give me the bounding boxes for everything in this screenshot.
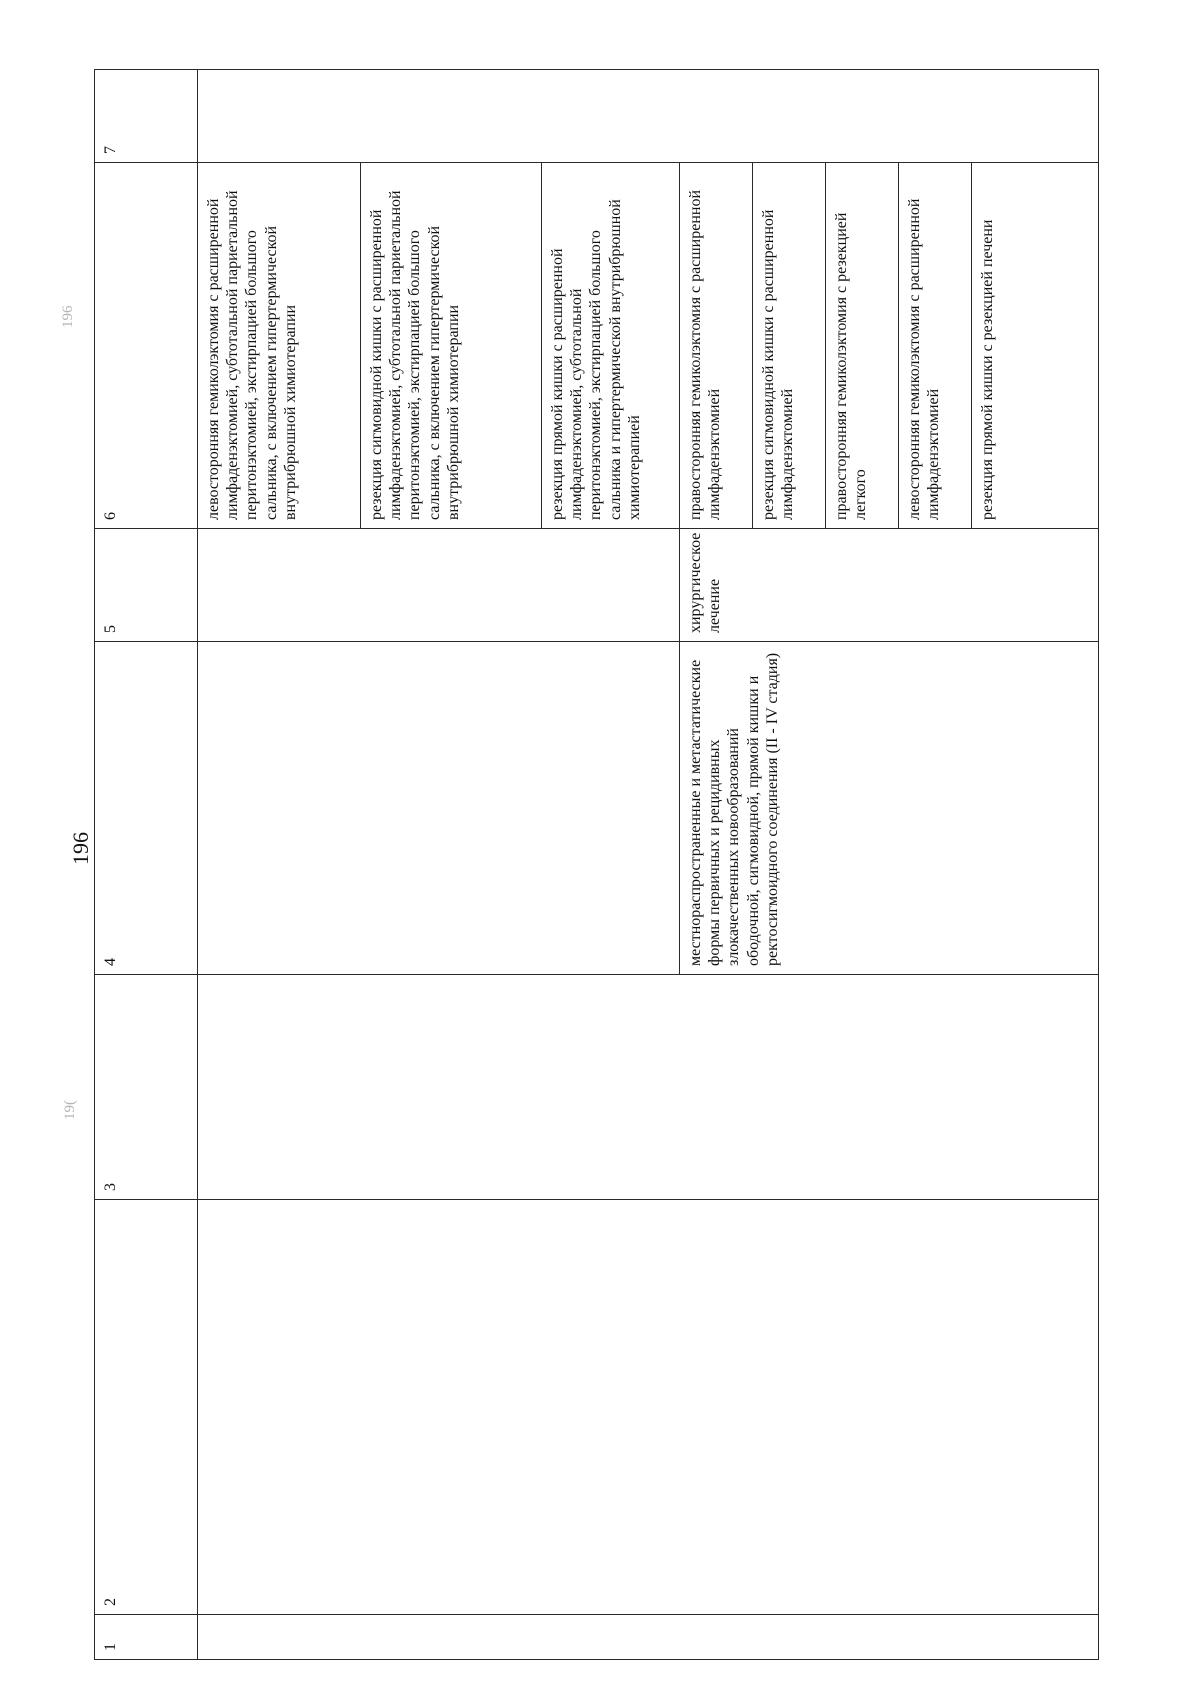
scan-mark: 196 <box>60 305 76 328</box>
procedure-cell: левосторонняя гемиколэктомия с расширенной лимфаденэктомией <box>899 163 972 529</box>
column-header-5: 5 <box>95 529 198 642</box>
column-header-7: 7 <box>95 70 198 163</box>
procedure-cell: левосторонняя гемиколэктомия с расширенной лимфаденэктомией, субтотальной париетальной перитонэктомией, экстирпацией большого сальника, с включением гипертермической внутрибрюшной химиотерапии <box>198 163 361 529</box>
column-header-4: 4 <box>95 642 198 975</box>
treatment-type-cell <box>198 529 680 642</box>
column-header-2: 2 <box>95 1200 198 1615</box>
procedures-table <box>94 69 1099 1660</box>
page-number: 196 <box>68 832 93 865</box>
column-header-6: 6 <box>95 163 198 529</box>
scan-mark: 19( <box>62 1100 78 1120</box>
diagnosis-cell: местнораспространенные и метастатические формы первичных и рецидивных злокачественных новообразований ободочной, сигмовидной, прямой кишки и ректосигмоидного соединения (II - IV стадия) <box>680 642 1099 975</box>
procedure-cell: резекция сигмовидной кишки с расширенной лимфаденэктомией, субтотальной париетальной перитонэктомией, экстирпацией большого сальника, с включением гипертермической внутрибрюшной химиотерапии <box>361 163 542 529</box>
col7-cell <box>198 70 1099 163</box>
table-row <box>198 70 361 1660</box>
treatment-type-cell: хирургическое лечение <box>680 529 1099 642</box>
procedure-cell: правосторонняя гемиколэктомия с расширенной лимфаденэктомией <box>680 163 753 529</box>
header-row <box>95 70 198 1660</box>
procedure-cell: правосторонняя гемиколэктомия с резекцией легкого <box>826 163 899 529</box>
column-header-3: 3 <box>95 975 198 1200</box>
col1-cell <box>198 1615 1099 1660</box>
col3-cell <box>198 975 1099 1200</box>
col2-cell <box>198 1200 1099 1615</box>
procedure-cell: резекция сигмовидной кишки с расширенной лимфаденэктомией <box>753 163 826 529</box>
diagnosis-cell <box>198 642 680 975</box>
procedure-cell: резекция прямой кишки с резекцией печени <box>972 163 1099 529</box>
column-header-1: 1 <box>95 1615 198 1660</box>
procedure-cell: резекция прямой кишки с расширенной лимфаденэктомией, субтотальной перитонэктомией, экстирпацией большого сальника и гипертермической внутрибрюшной химиотерапией <box>542 163 680 529</box>
